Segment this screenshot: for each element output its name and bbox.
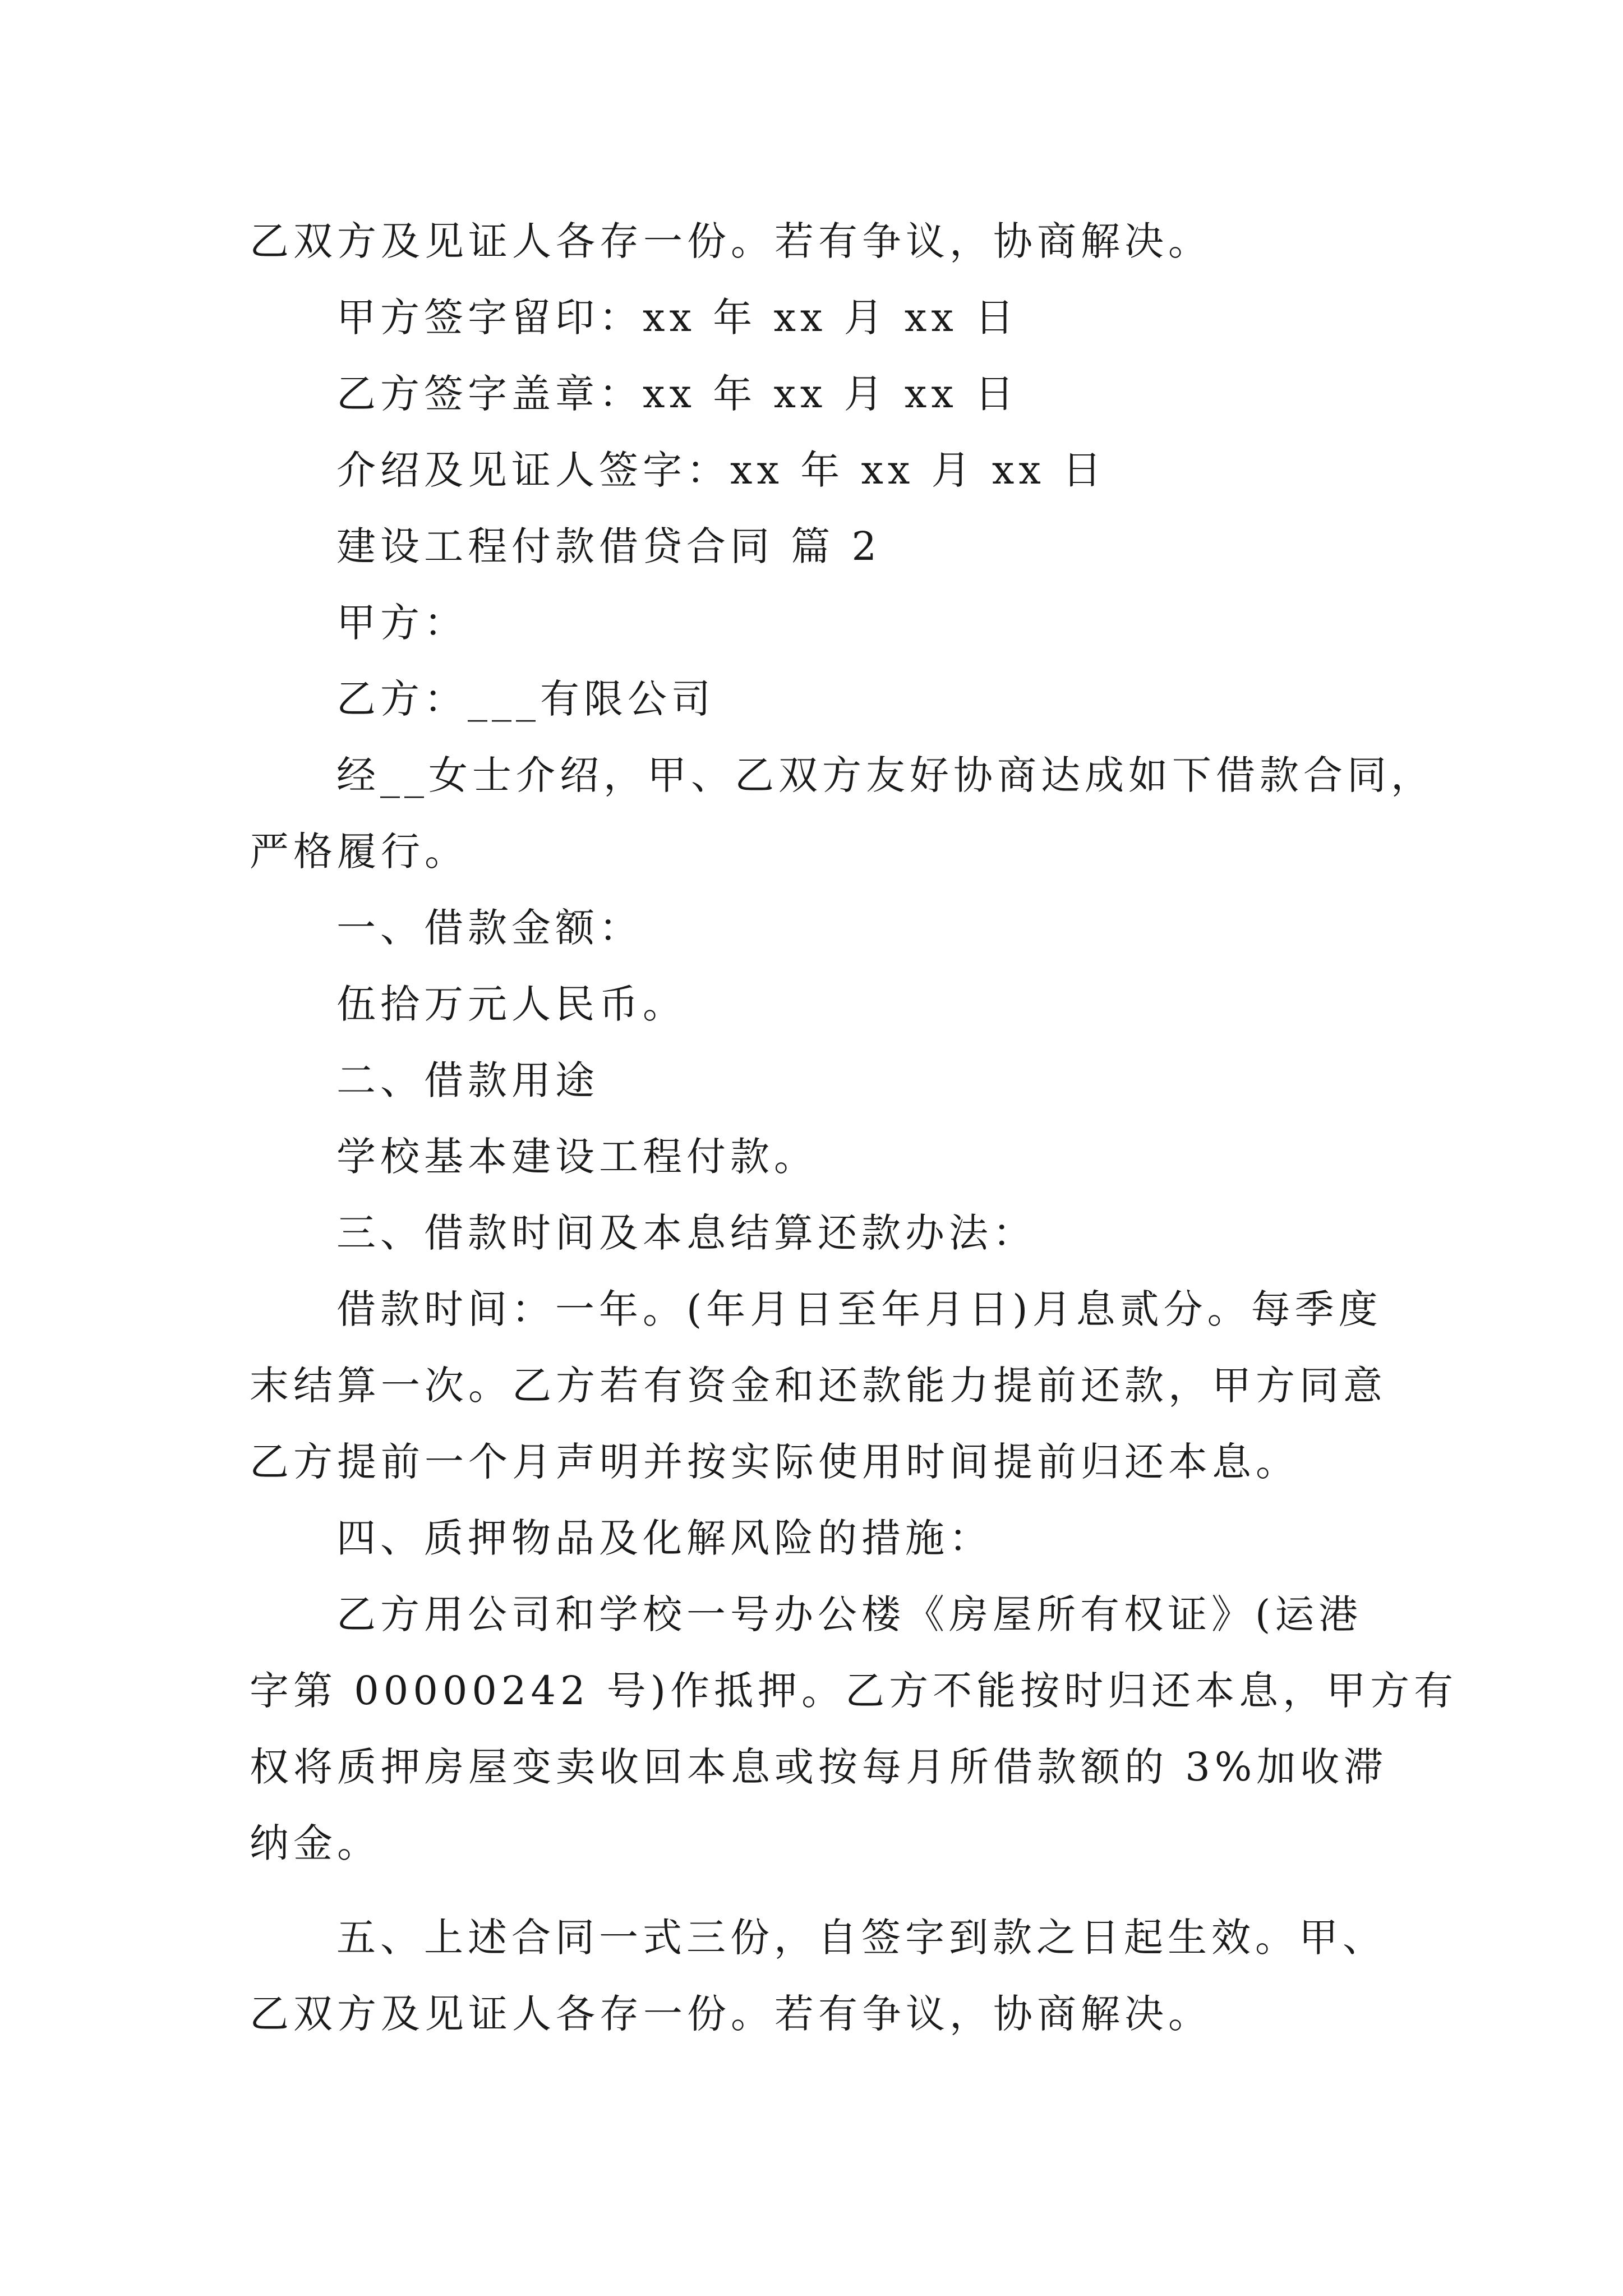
text-line: 乙双方及见证人各存一份。若有争议，协商解决。 [250, 1991, 1212, 2037]
text-line: 末结算一次。乙方若有资金和还款能力提前还款，甲方同意 [250, 1363, 1387, 1409]
text-line: 经__女士介绍，甲、乙双方友好协商达成如下借款合同， [336, 752, 1435, 798]
text-line: 乙双方及见证人各存一份。若有争议，协商解决。 [250, 218, 1212, 264]
signature-line-party-a: 甲方签字留印：xx 年 xx 月 xx 日 [336, 295, 1019, 341]
text-line: 严格履行。 [250, 829, 468, 875]
text-line: 纳金。 [250, 1820, 381, 1866]
clause-heading: 四、质押物品及化解风险的措施： [336, 1515, 993, 1561]
clause-heading: 二、借款用途 [336, 1057, 599, 1103]
clause-heading: 三、借款时间及本息结算还款办法： [336, 1210, 1036, 1256]
text-line: 权将质押房屋变卖收回本息或按每月所借款额的 3%加收滞 [250, 1744, 1388, 1790]
signature-line-party-b: 乙方签字盖章：xx 年 xx 月 xx 日 [336, 371, 1019, 417]
text-line: 乙方用公司和学校一号办公楼《房屋所有权证》(运港 [336, 1591, 1363, 1637]
text-line: 五、上述合同一式三份，自签字到款之日起生效。甲、 [336, 1915, 1386, 1961]
text-line: 学校基本建设工程付款。 [336, 1134, 818, 1180]
text-line: 字第 00000242 号)作抵押。乙方不能按时归还本息，甲方有 [250, 1668, 1458, 1714]
text-line: 乙方提前一个月声明并按实际使用时间提前归还本息。 [250, 1439, 1299, 1485]
party-b-label: 乙方：___有限公司 [336, 676, 715, 722]
text-line: 借款时间：一年。(年月日至年月日)月息贰分。每季度 [336, 1286, 1382, 1332]
text-line: 伍拾万元人民币。 [336, 981, 686, 1027]
clause-heading: 一、借款金额： [336, 905, 643, 951]
section-heading: 建设工程付款借贷合同 篇 2 [336, 523, 882, 569]
party-a-label: 甲方： [336, 600, 468, 646]
signature-line-witness: 介绍及见证人签字：xx 年 xx 月 xx 日 [336, 447, 1106, 493]
